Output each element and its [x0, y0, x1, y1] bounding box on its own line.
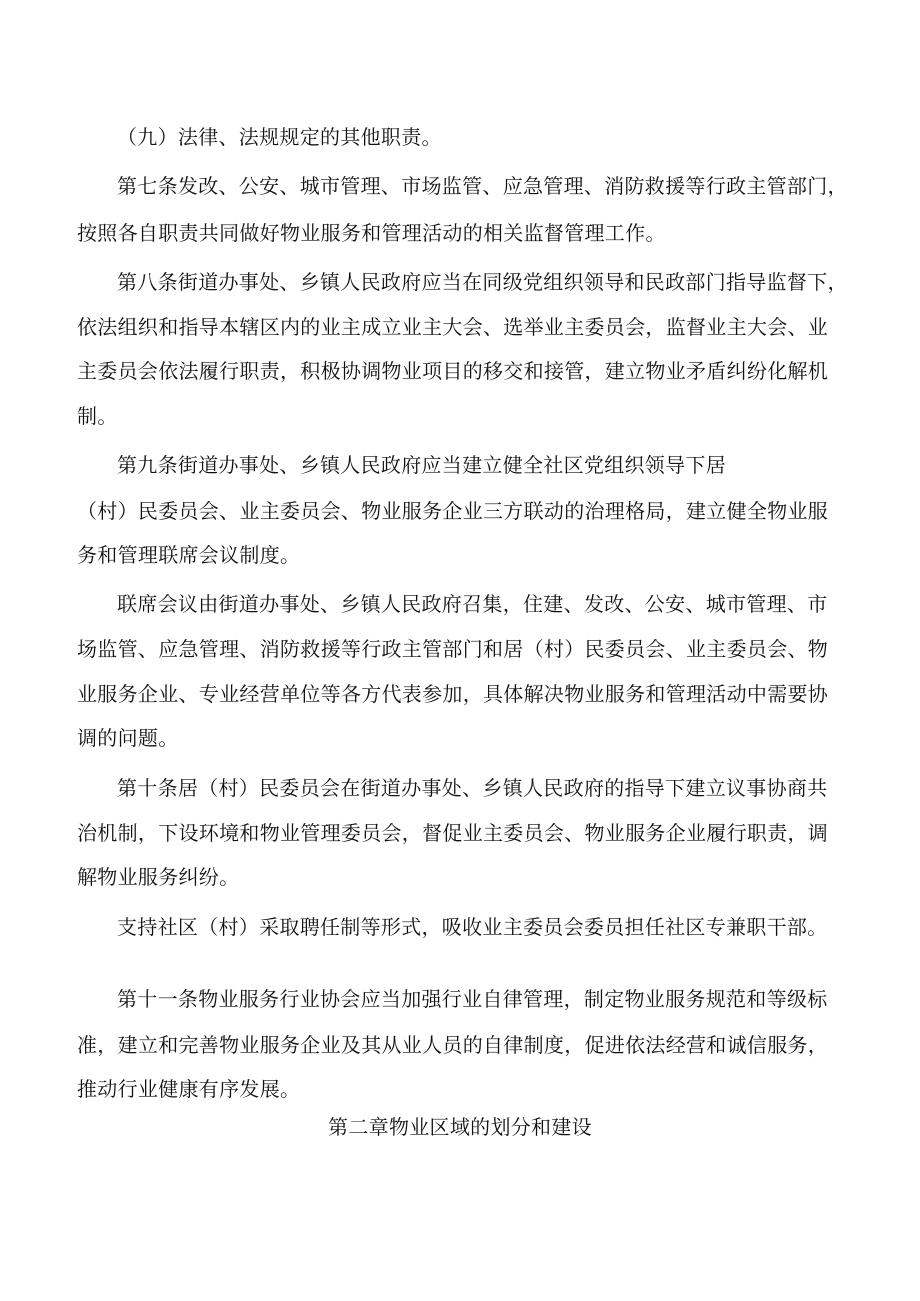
text-line: （村）民委员会、业主委员会、物业服务企业三方联动的治理格局，建立健全物业服	[77, 499, 829, 523]
text-line: 主委员会依法履行职责，积极协调物业项目的移交和接管，建立物业矛盾纠纷化解机	[77, 359, 829, 383]
chapter-heading: 第二章物业区域的划分和建设	[328, 1115, 592, 1139]
text-line: 依法组织和指导本辖区内的业主成立业主大会、选举业主委员会，监督业主大会、业	[77, 315, 829, 339]
text-line: 场监管、应急管理、消防救援等行政主管部门和居（村）民委员会、业主委员会、物	[77, 637, 829, 661]
text-line: 调的问题。	[77, 726, 179, 750]
text-line: 支持社区（村）采取聘任制等形式，吸收业主委员会委员担任社区专兼职干部。	[117, 915, 828, 939]
text-line: 准，建立和完善物业服务企业及其从业人员的自律制度，促进依法经营和诚信服务，	[77, 1033, 829, 1057]
text-line: 第十条居（村）民委员会在街道办事处、乡镇人民政府的指导下建立议事协商共	[117, 776, 828, 800]
text-line: 解物业服务纠纷。	[77, 865, 240, 889]
text-line: 第十一条物业服务行业协会应当加强行业自律管理，制定物业服务规范和等级标	[117, 987, 828, 1011]
text-line: （九）法律、法规规定的其他职责。	[117, 125, 442, 149]
text-line: 按照各自职责共同做好物业服务和管理活动的相关监督管理工作。	[77, 221, 666, 245]
text-line: 第九条街道办事处、乡镇人民政府应当建立健全社区党组织领导下居	[117, 453, 726, 477]
text-line: 治机制，下设环境和物业管理委员会，督促业主委员会、物业服务企业履行职责，调	[77, 821, 829, 845]
text-line: 联席会议由街道办事处、乡镇人民政府召集，住建、发改、公安、城市管理、市	[117, 592, 828, 616]
text-line: 第七条发改、公安、城市管理、市场监管、应急管理、消防救援等行政主管部门，	[117, 174, 848, 198]
text-line: 务和管理联席会议制度。	[77, 543, 301, 567]
text-line: 推动行业健康有序发展。	[77, 1077, 301, 1101]
text-line: 业服务企业、专业经营单位等各方代表参加，具体解决物业服务和管理活动中需要协	[77, 682, 829, 706]
text-line: 制。	[77, 404, 118, 428]
text-line: 第八条街道办事处、乡镇人民政府应当在同级党组织领导和民政部门指导监督下，	[117, 270, 848, 294]
